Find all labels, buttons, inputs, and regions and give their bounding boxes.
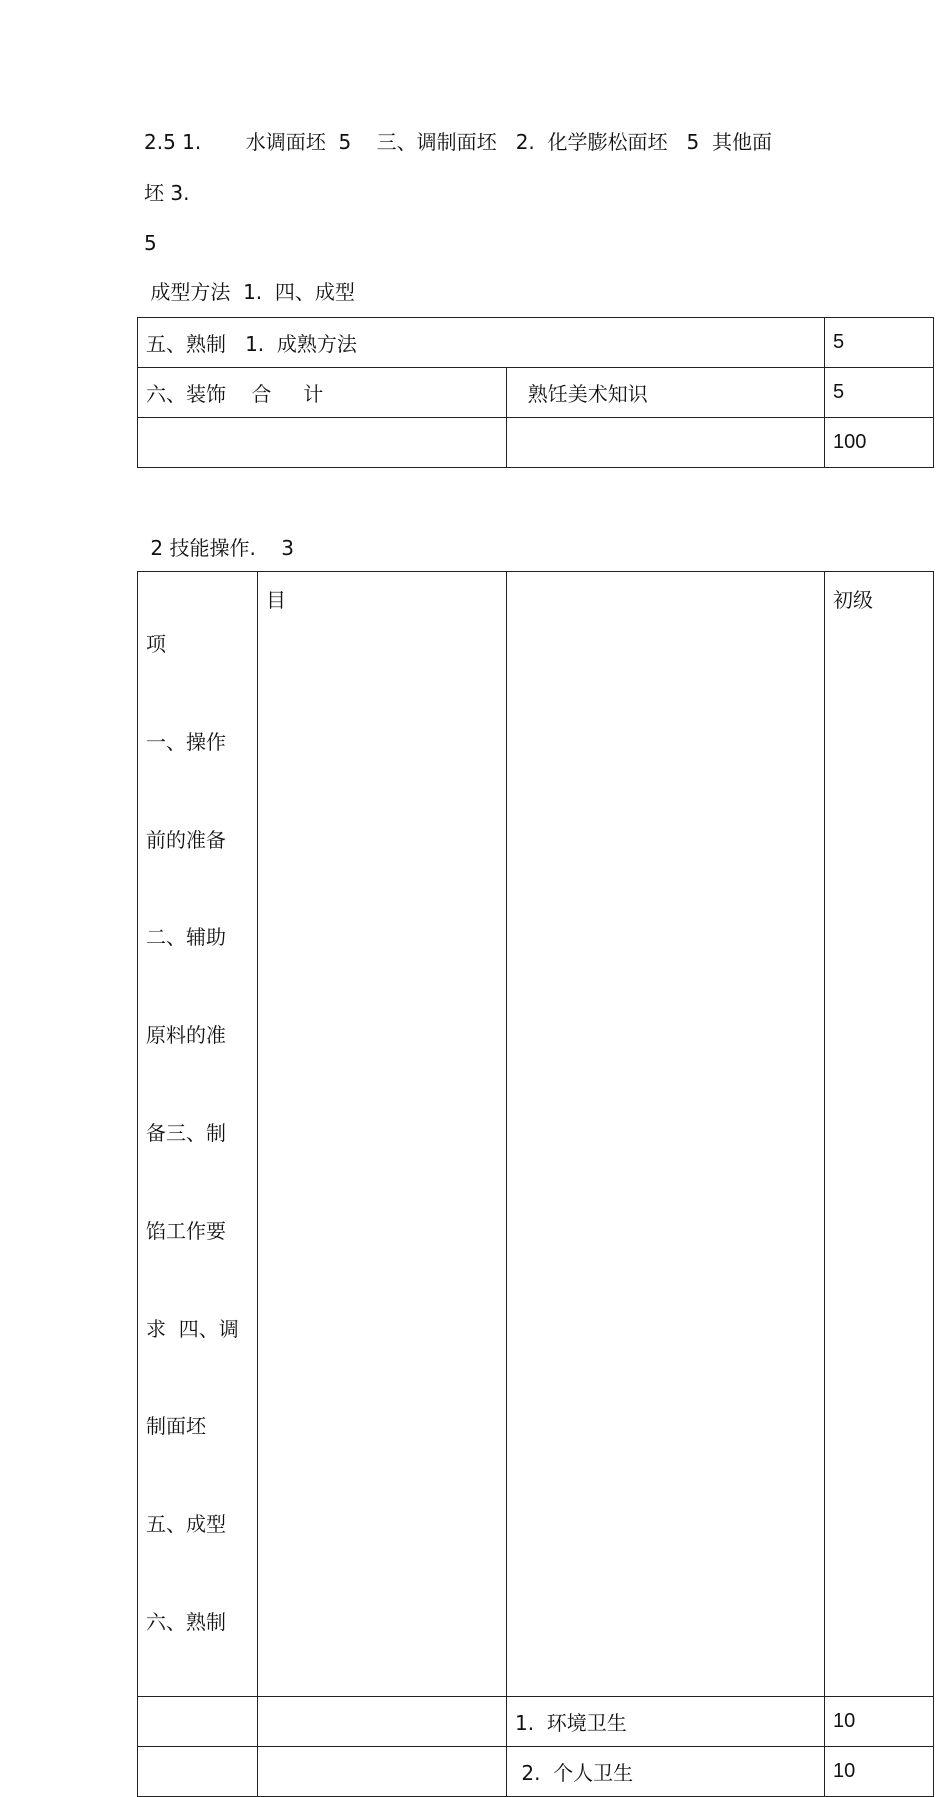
item-label: 项 <box>146 632 166 656</box>
table-row <box>138 318 934 368</box>
table-cell <box>507 418 825 468</box>
text-line-1: 2.5 1. 水调面坯 5 三、调制面坯 2. 化学膨松面坯 5 其他面 <box>144 130 772 154</box>
item-label: 备三、制 <box>146 1120 226 1145</box>
table-cell: 100 <box>825 418 934 468</box>
table-cell: 1. 环境卫生 <box>507 1696 825 1746</box>
table-row <box>138 1746 934 1796</box>
table-cell: 熟饪美术知识 <box>507 368 825 418</box>
table-cell <box>138 1746 258 1796</box>
text-line-4: 成型方法 1. 四、成型 <box>144 280 355 304</box>
header-cell-empty <box>507 572 825 1697</box>
item-label: 二、辅助 <box>146 925 226 950</box>
header-cell-mu: 目 <box>258 572 507 1697</box>
table-row <box>138 368 934 418</box>
table-cell <box>138 418 507 468</box>
table-cell: 10 <box>825 1746 934 1796</box>
section-heading: 2 技能操作. 3 <box>144 536 294 560</box>
item-label: 六、熟制 <box>146 1609 226 1634</box>
text-line-2: 坯 3. <box>144 181 190 205</box>
table-header-row <box>138 572 934 1697</box>
item-label: 馅工作要 <box>146 1218 226 1243</box>
item-label: 求 四、调 <box>146 1316 239 1341</box>
table-cell: 五、熟制 1. 成熟方法 <box>138 318 825 368</box>
item-label: 前的准备 <box>146 827 226 852</box>
table-cell: 5 <box>825 368 934 418</box>
table-cell: 2. 个人卫生 <box>507 1746 825 1796</box>
table-cell <box>258 1696 507 1746</box>
item-label: 五、成型 <box>146 1512 226 1537</box>
item-label: 制面坯 <box>146 1414 206 1439</box>
text-line-3: 5 <box>144 231 157 255</box>
content-table-2 <box>137 571 934 1797</box>
table-row <box>138 1696 934 1746</box>
item-column-cell <box>138 572 258 1697</box>
table-cell: 5 <box>825 318 934 368</box>
header-cell-level: 初级 <box>825 572 934 1697</box>
content-table-1 <box>137 317 934 468</box>
table-row <box>138 418 934 468</box>
table-cell <box>258 1746 507 1796</box>
table-cell: 六、装饰 合 计 <box>138 368 507 418</box>
item-label: 一、操作 <box>146 729 226 754</box>
table-cell <box>138 1696 258 1746</box>
item-label: 原料的准 <box>146 1023 226 1048</box>
table-cell: 10 <box>825 1696 934 1746</box>
